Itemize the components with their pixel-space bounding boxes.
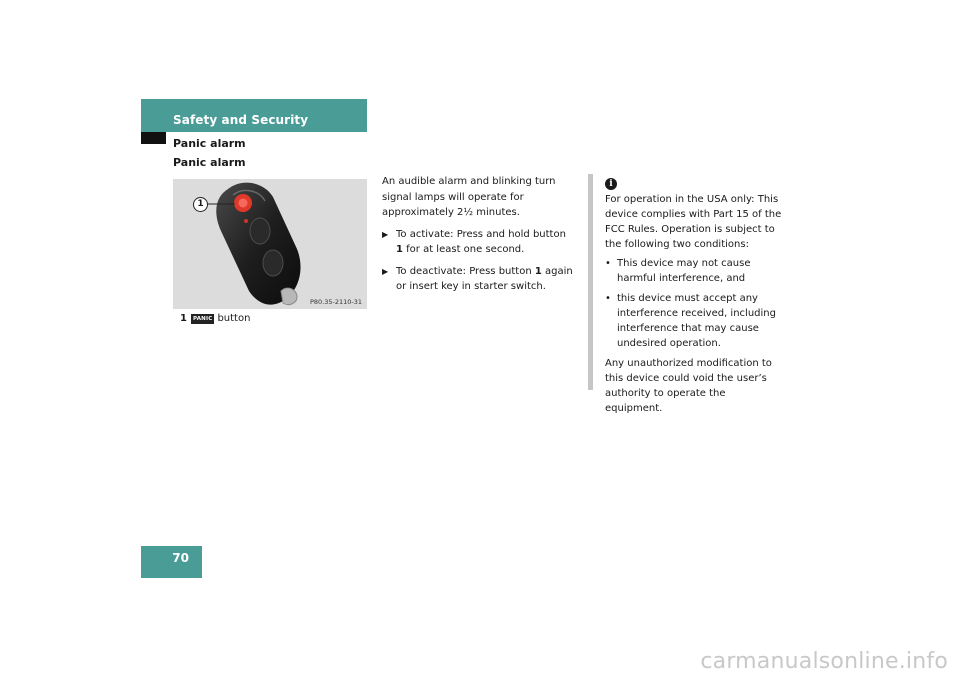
page-number: 70 (172, 551, 189, 565)
section-heading: Panic alarm (173, 156, 246, 169)
intro-paragraph: An audible alarm and blinking turn signal lamps will operate for approximately 2½ minutes. (382, 176, 556, 218)
info-icon: i (605, 178, 617, 190)
figure-code: P80.35-2110-31 (309, 298, 362, 306)
bullet-icon: • (605, 293, 611, 304)
step-text: To deactivate: Press button (396, 265, 535, 277)
section-title: Safety and Security (173, 113, 309, 127)
caption-number: 1 (180, 313, 187, 324)
page-number-box (141, 546, 202, 578)
callout-number: 1 (193, 197, 208, 212)
arrow-right-icon: ▶ (382, 229, 389, 239)
note-footer: Any unauthorized modification to this device could void the user’s authority to operate the equipment. (605, 358, 772, 414)
note-intro: For operation in the USA only: This device complies with Part 15 of the FCC Rules. Operation is subject to the following two conditions: (605, 194, 782, 250)
step-button-ref: 1 (396, 244, 403, 255)
arrow-right-icon: ▶ (382, 266, 389, 276)
sub-title: Panic alarm (173, 137, 246, 150)
watermark: carmanualsonline.info (700, 649, 948, 674)
step-text: again or insert key in starter switch. (396, 265, 573, 292)
panic-key-symbol: PANIC (192, 316, 213, 322)
step-text: To activate: Press and hold button (396, 228, 566, 240)
fcc-note (588, 174, 784, 414)
instructions-column (382, 174, 576, 301)
bullet-icon: • (605, 258, 611, 269)
step-activate (382, 227, 576, 258)
step-button-ref: 1 (534, 265, 542, 277)
step-text: for at least one second. (402, 244, 525, 255)
note-bullet (605, 256, 784, 286)
bullet-text: this device must accept any interference received, including interference that may cause undesired operation. (617, 293, 776, 349)
section-header-bar (141, 99, 367, 132)
note-bullet (605, 291, 784, 351)
bullet-text: This device may not cause harmful interference, and (617, 258, 751, 284)
caption-text: button (217, 313, 251, 324)
figure-caption (180, 313, 250, 324)
key-fob-figure (173, 179, 367, 309)
step-deactivate (382, 264, 576, 295)
section-marker-tab (141, 132, 166, 144)
